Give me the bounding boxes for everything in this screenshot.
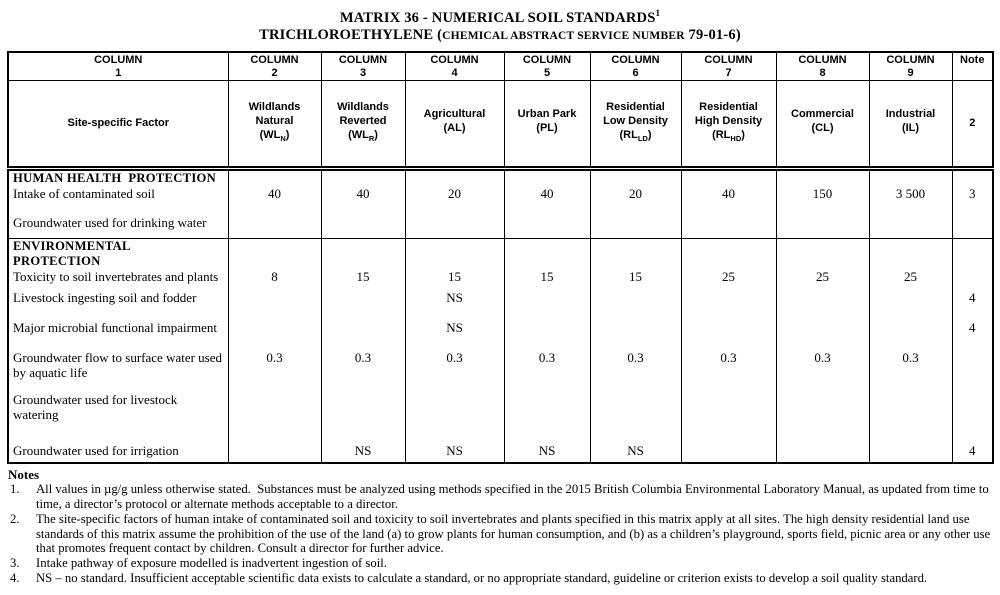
value-cell bbox=[228, 320, 321, 350]
row-label-cell bbox=[8, 392, 228, 437]
row-label-cell bbox=[8, 320, 228, 350]
soil-standards-matrix-table bbox=[7, 51, 994, 464]
land-use-abbr: (IL) bbox=[901, 122, 920, 135]
row-label: Groundwater used for livestock watering bbox=[13, 391, 178, 422]
note-text: NS – no standard. Insufficient acceptable scientific data exists to calculate a standard, or no appropriate standard, guideline or criterion exists to develop a soil quality standard. bbox=[36, 571, 928, 586]
land-use-urban-park bbox=[504, 80, 590, 168]
column-header-6 bbox=[590, 52, 681, 81]
value-cell bbox=[321, 392, 405, 437]
value-cell bbox=[504, 320, 590, 350]
section-heading-environmental-line2: PROTECTION bbox=[13, 253, 101, 268]
value-cell bbox=[504, 290, 590, 320]
land-use-abbr: (AL) bbox=[443, 122, 466, 135]
column-header-7 bbox=[681, 52, 776, 81]
section-heading-human-health: HUMAN HEALTH PROTECTION bbox=[13, 170, 217, 185]
column-header-number: 2 bbox=[271, 66, 278, 79]
table-row-groundwater-irrigation bbox=[8, 437, 993, 463]
value-cell: 25 bbox=[869, 238, 952, 290]
column-header-number: 5 bbox=[543, 66, 551, 79]
land-use-line: Agricultural bbox=[423, 108, 486, 121]
header-note-value: 2 bbox=[952, 80, 993, 168]
value-cell bbox=[681, 320, 776, 350]
note-cell bbox=[952, 392, 993, 437]
value-cell bbox=[681, 437, 776, 463]
title-footnote-ref: 1 bbox=[655, 8, 661, 18]
substance-name: TRICHLOROETHYLENE ( bbox=[259, 26, 443, 43]
value-cell bbox=[776, 290, 869, 320]
value-cell: 15 bbox=[405, 238, 504, 290]
column-number-header-row bbox=[8, 52, 993, 81]
value-cell bbox=[869, 392, 952, 437]
value-cell bbox=[776, 437, 869, 463]
value-cell bbox=[681, 215, 776, 239]
note-cell bbox=[952, 350, 993, 392]
row-label-cell bbox=[8, 290, 228, 320]
row-label-cell bbox=[8, 350, 228, 392]
value-cell: 0.3 bbox=[405, 350, 504, 392]
site-specific-factor-header: Site-specific Factor bbox=[8, 80, 228, 168]
table-row-intake-of-contaminated-soil bbox=[8, 168, 993, 215]
land-use-commercial bbox=[776, 80, 869, 168]
value-cell bbox=[869, 320, 952, 350]
land-use-residential-high-density bbox=[681, 80, 776, 168]
column-header-label: COLUMN bbox=[611, 53, 660, 66]
value-cell bbox=[590, 290, 681, 320]
value-cell bbox=[869, 290, 952, 320]
value-cell bbox=[321, 215, 405, 239]
value-cell: NS bbox=[405, 290, 504, 320]
row-label: Livestock ingesting soil and fodder bbox=[13, 289, 197, 305]
column-header-label: COLUMN bbox=[522, 53, 572, 66]
table-row-groundwater-livestock-watering bbox=[8, 392, 993, 437]
notes-heading: Notes bbox=[8, 466, 40, 482]
value-cell bbox=[590, 392, 681, 437]
land-use-line: Low Density bbox=[603, 115, 668, 128]
land-use-line: Wildlands bbox=[248, 101, 301, 114]
column-header-number: 6 bbox=[632, 66, 639, 79]
value-cell: 40 bbox=[504, 168, 590, 215]
column-header-8 bbox=[776, 52, 869, 81]
value-cell bbox=[405, 215, 504, 239]
value-cell bbox=[776, 215, 869, 239]
value-cell: NS bbox=[321, 437, 405, 463]
cas-label: CHEMICAL ABSTRACT SERVICE NUMBER bbox=[442, 29, 685, 42]
value-cell: 40 bbox=[321, 168, 405, 215]
column-header-label: COLUMN bbox=[798, 53, 847, 66]
row-label: Groundwater used for drinking water bbox=[13, 214, 207, 230]
land-use-abbr: $(RL_{HD})$ bbox=[712, 129, 745, 144]
land-use-line: Natural bbox=[255, 115, 294, 128]
note-item-2 bbox=[8, 512, 992, 556]
column-header-2 bbox=[228, 52, 321, 81]
land-use-wildlands-reverted bbox=[321, 80, 405, 168]
value-cell bbox=[228, 437, 321, 463]
value-cell: NS bbox=[405, 320, 504, 350]
land-use-line: Commercial bbox=[791, 108, 854, 121]
value-cell: 0.3 bbox=[681, 350, 776, 392]
title-text: MATRIX 36 - NUMERICAL SOIL STANDARDS bbox=[339, 9, 656, 26]
note-item-3 bbox=[8, 556, 992, 571]
column-header-label: COLUMN bbox=[886, 53, 935, 66]
value-cell: 3 500 bbox=[869, 168, 952, 215]
row-label: Intake of contaminated soil bbox=[13, 185, 155, 201]
land-use-agricultural bbox=[405, 80, 504, 168]
value-cell bbox=[681, 290, 776, 320]
value-cell: 25 bbox=[776, 238, 869, 290]
document-title-block bbox=[0, 0, 1000, 45]
cas-number: 79-01-6) bbox=[684, 26, 741, 43]
column-header-9 bbox=[869, 52, 952, 81]
value-cell: 8 bbox=[228, 238, 321, 290]
table-row-livestock-ingesting bbox=[8, 290, 993, 320]
column-header-label: COLUMN bbox=[338, 53, 388, 66]
value-cell: 0.3 bbox=[321, 350, 405, 392]
table-row-microbial-impairment bbox=[8, 320, 993, 350]
land-use-line: Wildlands bbox=[337, 101, 389, 114]
land-use-residential-low-density bbox=[590, 80, 681, 168]
note-number: 3. bbox=[10, 556, 20, 571]
note-number: 1. bbox=[10, 482, 20, 497]
column-header-number: 9 bbox=[907, 66, 914, 79]
column-header-number: 1 bbox=[115, 66, 122, 79]
value-cell: 15 bbox=[321, 238, 405, 290]
land-use-line: Reverted bbox=[339, 115, 387, 128]
row-label-cell bbox=[8, 215, 228, 239]
land-use-line: High Density bbox=[694, 115, 763, 128]
column-header-label: COLUMN bbox=[94, 53, 143, 66]
land-use-abbr: $(WL_R)$ bbox=[348, 129, 378, 144]
note-cell: 3 bbox=[952, 168, 993, 215]
column-header-label: COLUMN bbox=[250, 53, 299, 66]
column-header-label: Note bbox=[960, 53, 985, 66]
value-cell bbox=[228, 215, 321, 239]
column-header-label: COLUMN bbox=[704, 53, 753, 66]
value-cell: 0.3 bbox=[869, 350, 952, 392]
value-cell: 25 bbox=[681, 238, 776, 290]
value-cell bbox=[590, 215, 681, 239]
land-use-line: Residential bbox=[606, 101, 665, 114]
note-cell bbox=[952, 215, 993, 239]
land-use-abbr: (PL) bbox=[536, 122, 558, 135]
column-header-label: COLUMN bbox=[430, 53, 479, 66]
land-use-wildlands-natural bbox=[228, 80, 321, 168]
row-label: Major microbial functional impairment bbox=[13, 319, 217, 335]
land-use-line: Industrial bbox=[885, 108, 936, 121]
value-cell bbox=[228, 290, 321, 320]
column-header-number: 7 bbox=[725, 66, 732, 79]
column-header-5 bbox=[504, 52, 590, 81]
note-text: Intake pathway of exposure modelled is inadvertent ingestion of soil. bbox=[36, 556, 387, 571]
note-number: 4. bbox=[10, 571, 20, 586]
value-cell bbox=[869, 215, 952, 239]
row-label-cell bbox=[8, 238, 228, 290]
value-cell bbox=[776, 392, 869, 437]
land-use-industrial bbox=[869, 80, 952, 168]
value-cell: 150 bbox=[776, 168, 869, 215]
note-cell: 4 bbox=[952, 290, 993, 320]
column-header-1 bbox=[8, 52, 228, 81]
note-cell: 4 bbox=[952, 437, 993, 463]
value-cell bbox=[321, 290, 405, 320]
note-item-4 bbox=[8, 571, 992, 586]
title-line-1 bbox=[0, 5, 1000, 27]
table-row-groundwater-surface-water bbox=[8, 350, 993, 392]
table-row-groundwater-drinking-water bbox=[8, 215, 993, 239]
note-number: 2. bbox=[10, 512, 20, 527]
column-header-number: 3 bbox=[359, 66, 367, 79]
note-text: All values in µg/g unless otherwise stated. Substances must be analyzed using methods specified in the 2015 British Columbia Environmental Laboratory Manual, as updated from time to time, a director’s protocol or alternate methods acceptable to a director. bbox=[36, 482, 992, 511]
note-text: The site-specific factors of human intake of contaminated soil and toxicity to soil invertebrates and plants specified in this matrix apply at all sites. The high density residential land use standards of this matrix assume the prohibition of the use of the land (a) to grow plants for human consumption, and (b) as a children’s playground, sports field, picnic area or any other use that promotes frequent contact by children. Consult a director for further advice. bbox=[36, 512, 994, 556]
value-cell bbox=[504, 215, 590, 239]
column-header-number: 8 bbox=[819, 66, 826, 79]
land-use-line: Urban Park bbox=[517, 108, 577, 121]
value-cell bbox=[776, 320, 869, 350]
land-use-abbr: (CL) bbox=[811, 122, 834, 135]
section-heading-environmental: ENVIRONMENTAL bbox=[13, 238, 131, 253]
land-use-abbr: $(RL_{LD})$ bbox=[619, 129, 652, 144]
row-label: Groundwater flow to surface water used by aquatic life bbox=[13, 349, 223, 380]
value-cell bbox=[504, 392, 590, 437]
note-cell bbox=[952, 238, 993, 290]
row-label-cell bbox=[8, 437, 228, 463]
note-column-header bbox=[952, 52, 993, 81]
land-use-line: Residential bbox=[699, 101, 758, 114]
column-header-4 bbox=[405, 52, 504, 81]
value-cell bbox=[869, 437, 952, 463]
value-cell: 15 bbox=[504, 238, 590, 290]
value-cell: 40 bbox=[228, 168, 321, 215]
land-use-header-row bbox=[8, 80, 993, 168]
value-cell: NS bbox=[590, 437, 681, 463]
column-header-3 bbox=[321, 52, 405, 81]
value-cell: 20 bbox=[590, 168, 681, 215]
value-cell bbox=[228, 392, 321, 437]
value-cell: 0.3 bbox=[590, 350, 681, 392]
table-row-toxicity-soil-invertebrates bbox=[8, 238, 993, 290]
value-cell bbox=[590, 320, 681, 350]
value-cell: 15 bbox=[590, 238, 681, 290]
value-cell: 40 bbox=[681, 168, 776, 215]
land-use-abbr: $(WL_N)$ bbox=[259, 129, 290, 144]
value-cell: NS bbox=[504, 437, 590, 463]
value-cell: 0.3 bbox=[776, 350, 869, 392]
note-item-1 bbox=[8, 482, 992, 511]
value-cell bbox=[321, 320, 405, 350]
notes-section bbox=[8, 467, 992, 586]
note-cell: 4 bbox=[952, 320, 993, 350]
value-cell: 20 bbox=[405, 168, 504, 215]
value-cell: 0.3 bbox=[228, 350, 321, 392]
column-header-number: 4 bbox=[451, 66, 458, 79]
row-label: Toxicity to soil invertebrates and plants bbox=[13, 268, 219, 284]
value-cell: NS bbox=[405, 437, 504, 463]
value-cell: 0.3 bbox=[504, 350, 590, 392]
title-line-2 bbox=[0, 27, 1000, 45]
value-cell bbox=[405, 392, 504, 437]
row-label-cell bbox=[8, 168, 228, 215]
value-cell bbox=[681, 392, 776, 437]
row-label: Groundwater used for irrigation bbox=[13, 442, 179, 458]
